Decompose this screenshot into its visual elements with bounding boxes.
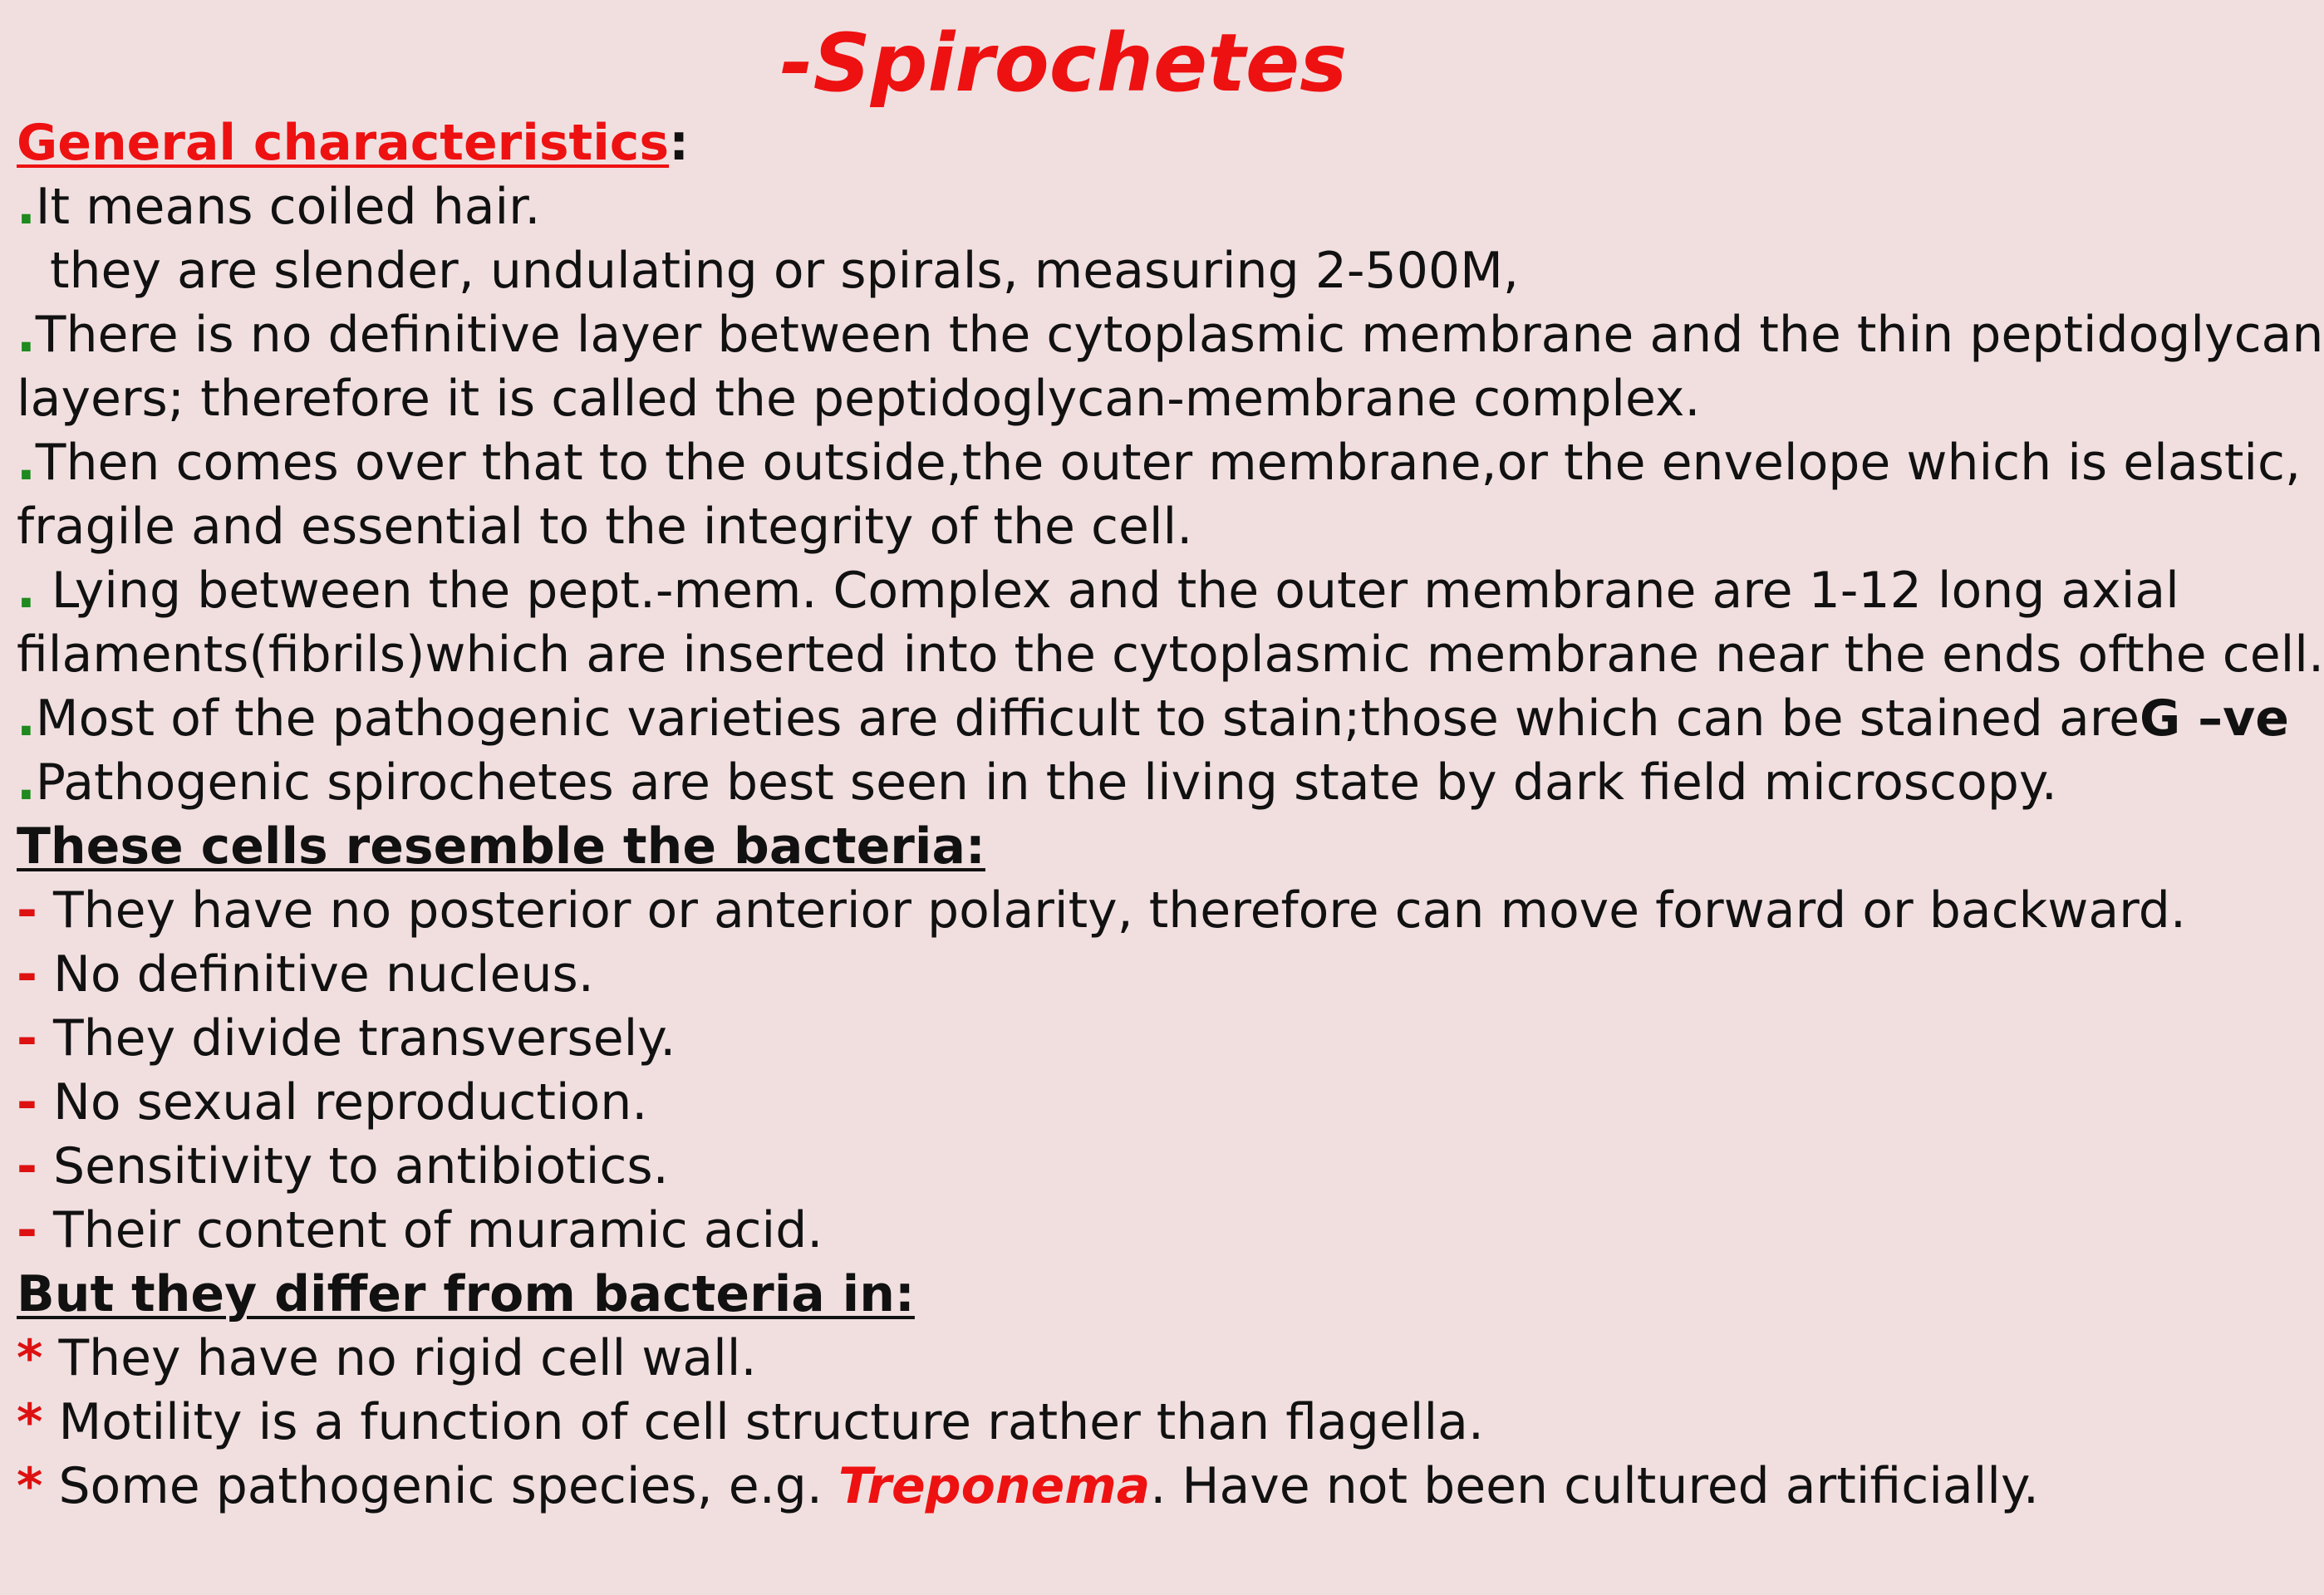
resemble-item [17, 1199, 2177, 1263]
resemble-item-text: Sensitivity to antibiotics. [37, 1137, 669, 1195]
bullet-dash: - [17, 1201, 37, 1259]
general-item-text: filaments(fibrils)which are inserted into the cytoplasmic membrane near the ends ofthe cell. [17, 626, 2324, 684]
bullet-dot: . [17, 178, 36, 236]
slide-title: -Spirochetes [779, 17, 1348, 110]
general-item-continuation [17, 239, 2177, 303]
resemble-heading-line [17, 815, 2177, 879]
bullet-dash: - [17, 945, 37, 1004]
general-item-text: fragile and essential to the integrity of the cell. [17, 498, 1193, 556]
general-item [17, 303, 2324, 367]
bullet-dot: . [17, 753, 36, 812]
resemble-heading: These cells resemble the bacteria: [17, 817, 985, 876]
general-item [17, 431, 2302, 495]
general-item-text: they are slender, undulating or spirals, measuring 2-500M, [50, 242, 1519, 300]
resemble-item-text: Their content of muramic acid. [37, 1201, 823, 1259]
bullet-dot: . [17, 306, 36, 364]
general-item-text: Most of the pathogenic varieties are difficult to stain;those which can be stained are [35, 690, 2140, 748]
general-item-text: layers; therefore it is called the peptidoglycan-membrane complex. [17, 370, 1701, 428]
general-item [17, 559, 2177, 623]
bullet-dash: - [17, 1073, 37, 1131]
resemble-item [17, 943, 2177, 1007]
bullet-star: * [17, 1329, 43, 1387]
general-item-text: There is no definitive layer between the cytoplasmic membrane and the thin peptidoglycan [35, 306, 2324, 364]
general-item [17, 687, 2289, 751]
genus-name: Treponema [838, 1457, 1151, 1515]
resemble-item [17, 1007, 2177, 1071]
general-heading: General characteristics [17, 114, 670, 172]
differ-item-text: Motility is a function of cell structure rather than flagella. [42, 1393, 1484, 1451]
differ-item [17, 1455, 2177, 1519]
bullet-dash: - [17, 1137, 37, 1195]
general-heading-colon: : [669, 114, 690, 172]
general-item-continuation [17, 495, 2177, 559]
general-item-text: Lying between the pept.-mem. Complex and the outer membrane are 1-12 long axial [35, 562, 2179, 620]
resemble-item-text: They have no posterior or anterior polarity, therefore can move forward or backward. [37, 881, 2186, 940]
general-heading-line [17, 111, 2177, 175]
slide-body [17, 111, 2324, 1519]
differ-heading: But they differ from bacteria in: [17, 1265, 915, 1323]
general-item-continuation [17, 623, 2324, 687]
bullet-dash: - [17, 1009, 37, 1067]
differ-item-text: Some pathogenic species, e.g. [42, 1457, 839, 1515]
stain-result: G –ve [2139, 690, 2289, 748]
bullet-dot: . [17, 562, 36, 620]
resemble-item [17, 1071, 2177, 1135]
general-item-text: Then comes over that to the outside,the outer membrane,or the envelope which is elastic, [35, 434, 2302, 492]
bullet-star: * [17, 1457, 43, 1515]
differ-heading-line [17, 1263, 2177, 1327]
general-item [17, 751, 2177, 815]
bullet-dash: - [17, 881, 37, 940]
resemble-item-text: They divide transversely. [37, 1009, 676, 1067]
differ-item-text: They have no rigid cell wall. [42, 1329, 757, 1387]
general-item [17, 175, 2177, 239]
general-item-text: It means coiled hair. [35, 178, 541, 236]
resemble-item-text: No sexual reproduction. [37, 1073, 648, 1131]
bullet-star: * [17, 1393, 43, 1451]
general-item-text: Pathogenic spirochetes are best seen in the living state by dark field microscopy. [35, 753, 2057, 812]
resemble-item-text: No definitive nucleus. [37, 945, 594, 1004]
resemble-item [17, 879, 2186, 943]
bullet-dot: . [17, 434, 36, 492]
general-item-continuation [17, 367, 2177, 431]
differ-item [17, 1391, 2177, 1455]
resemble-item [17, 1135, 2177, 1199]
bullet-dot: . [17, 690, 36, 748]
differ-item [17, 1327, 2177, 1391]
differ-item-tail: . Have not been cultured artificially. [1150, 1457, 2039, 1515]
